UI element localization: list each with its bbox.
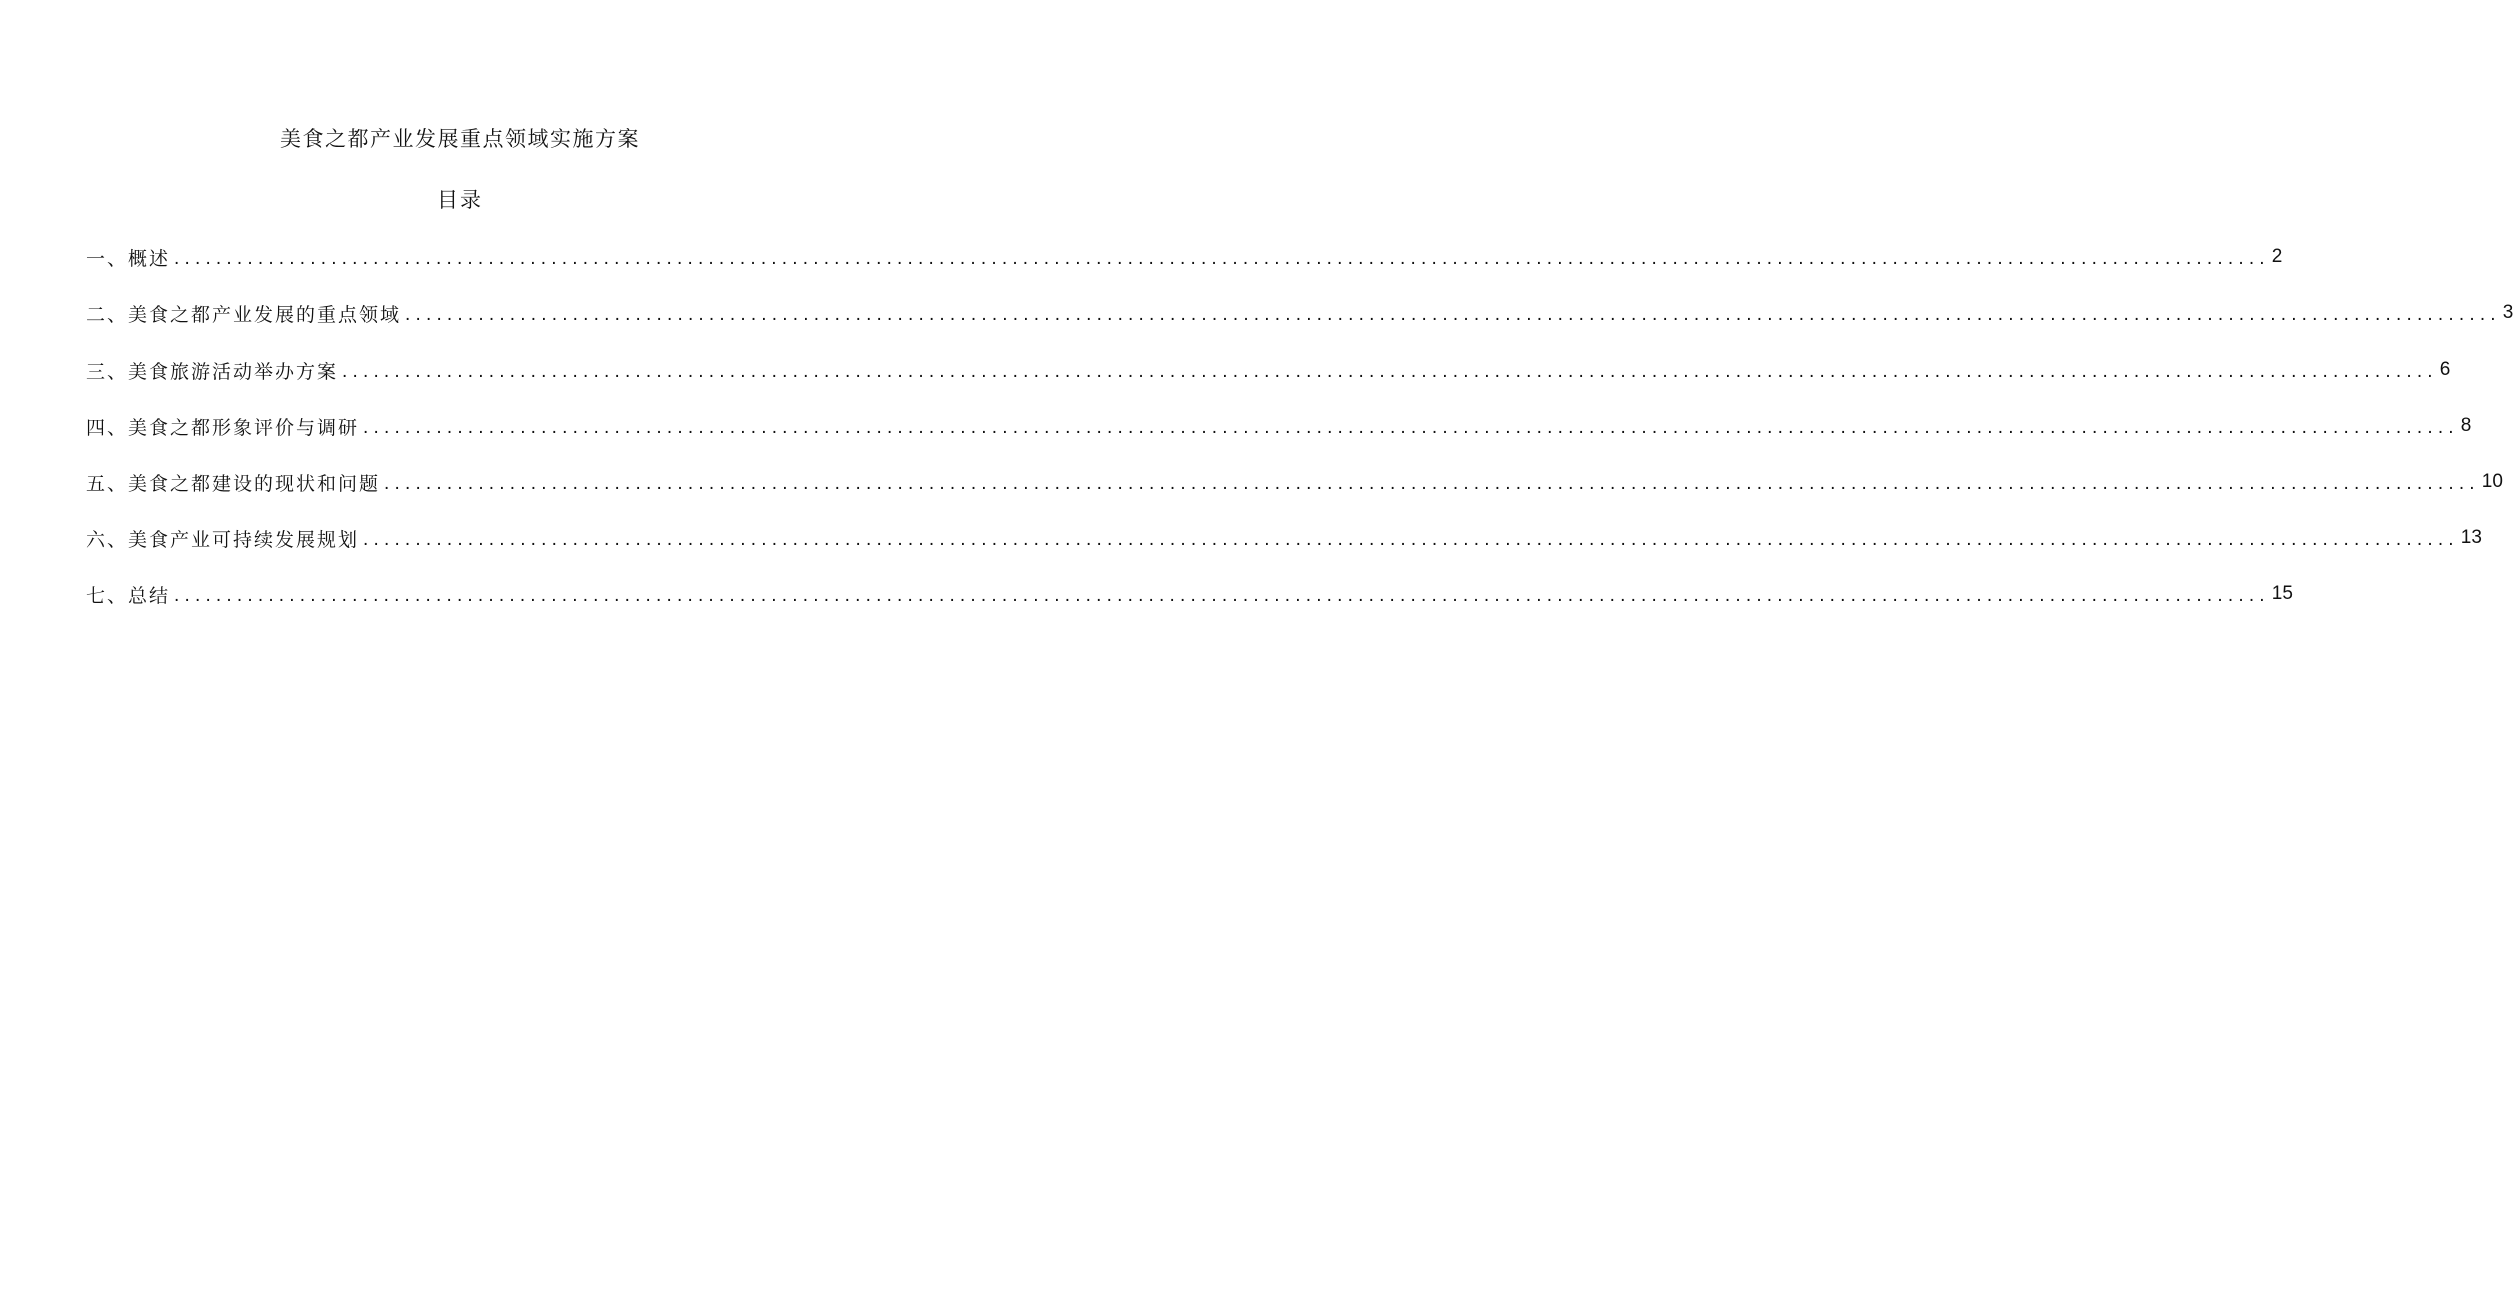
toc-entry-summary[interactable] bbox=[86, 579, 2293, 609]
toc-leader-dots: ........................................................................................................................................................................................................ bbox=[384, 473, 2480, 494]
document-title: 美食之都产业发展重点领域实施方案 bbox=[280, 127, 640, 151]
toc-entry-label: 二、美食之都产业发展的重点领域 bbox=[86, 303, 402, 326]
toc-entry-status-problems[interactable] bbox=[86, 467, 2503, 497]
toc-entry-label: 五、美食之都建设的现状和问题 bbox=[86, 472, 381, 495]
toc-leader-dots: ........................................................................................................................................................................................................ bbox=[342, 361, 2438, 382]
toc-entry-label: 一、概述 bbox=[86, 247, 171, 270]
toc-entry-sustainable-plan[interactable] bbox=[86, 523, 2482, 553]
toc-page-number: 10 bbox=[2481, 471, 2503, 492]
toc-page-number: 3 bbox=[2502, 302, 2513, 323]
toc-entry-key-areas[interactable] bbox=[86, 298, 2513, 328]
toc-entry-image-evaluation[interactable] bbox=[86, 411, 2472, 441]
toc-leader-dots: ........................................................................................................................................................................................................ bbox=[405, 304, 2501, 325]
toc-page-number: 8 bbox=[2460, 415, 2472, 436]
toc-page-number: 6 bbox=[2439, 359, 2451, 380]
toc-leader-dots: ........................................................................................................................................................................................................ bbox=[363, 417, 2459, 438]
toc-entry-label: 六、美食产业可持续发展规划 bbox=[86, 528, 360, 551]
toc-leader-dots: ........................................................................................................................................................................................................ bbox=[174, 248, 2270, 269]
toc-entry-label: 四、美食之都形象评价与调研 bbox=[86, 416, 360, 439]
toc-page-number: 13 bbox=[2460, 527, 2482, 548]
toc-entry-tourism-events[interactable] bbox=[86, 355, 2451, 385]
toc-entry-label: 七、总结 bbox=[86, 584, 171, 607]
toc-entry-label: 三、美食旅游活动举办方案 bbox=[86, 360, 339, 383]
toc-heading: 目录 bbox=[437, 188, 483, 212]
toc-page-number: 15 bbox=[2271, 583, 2293, 604]
toc-leader-dots: ........................................................................................................................................................................................................ bbox=[174, 585, 2270, 606]
toc-page-number: 2 bbox=[2271, 246, 2283, 267]
toc-leader-dots: ........................................................................................................................................................................................................ bbox=[363, 529, 2459, 550]
toc-entry-overview[interactable] bbox=[86, 242, 2283, 272]
